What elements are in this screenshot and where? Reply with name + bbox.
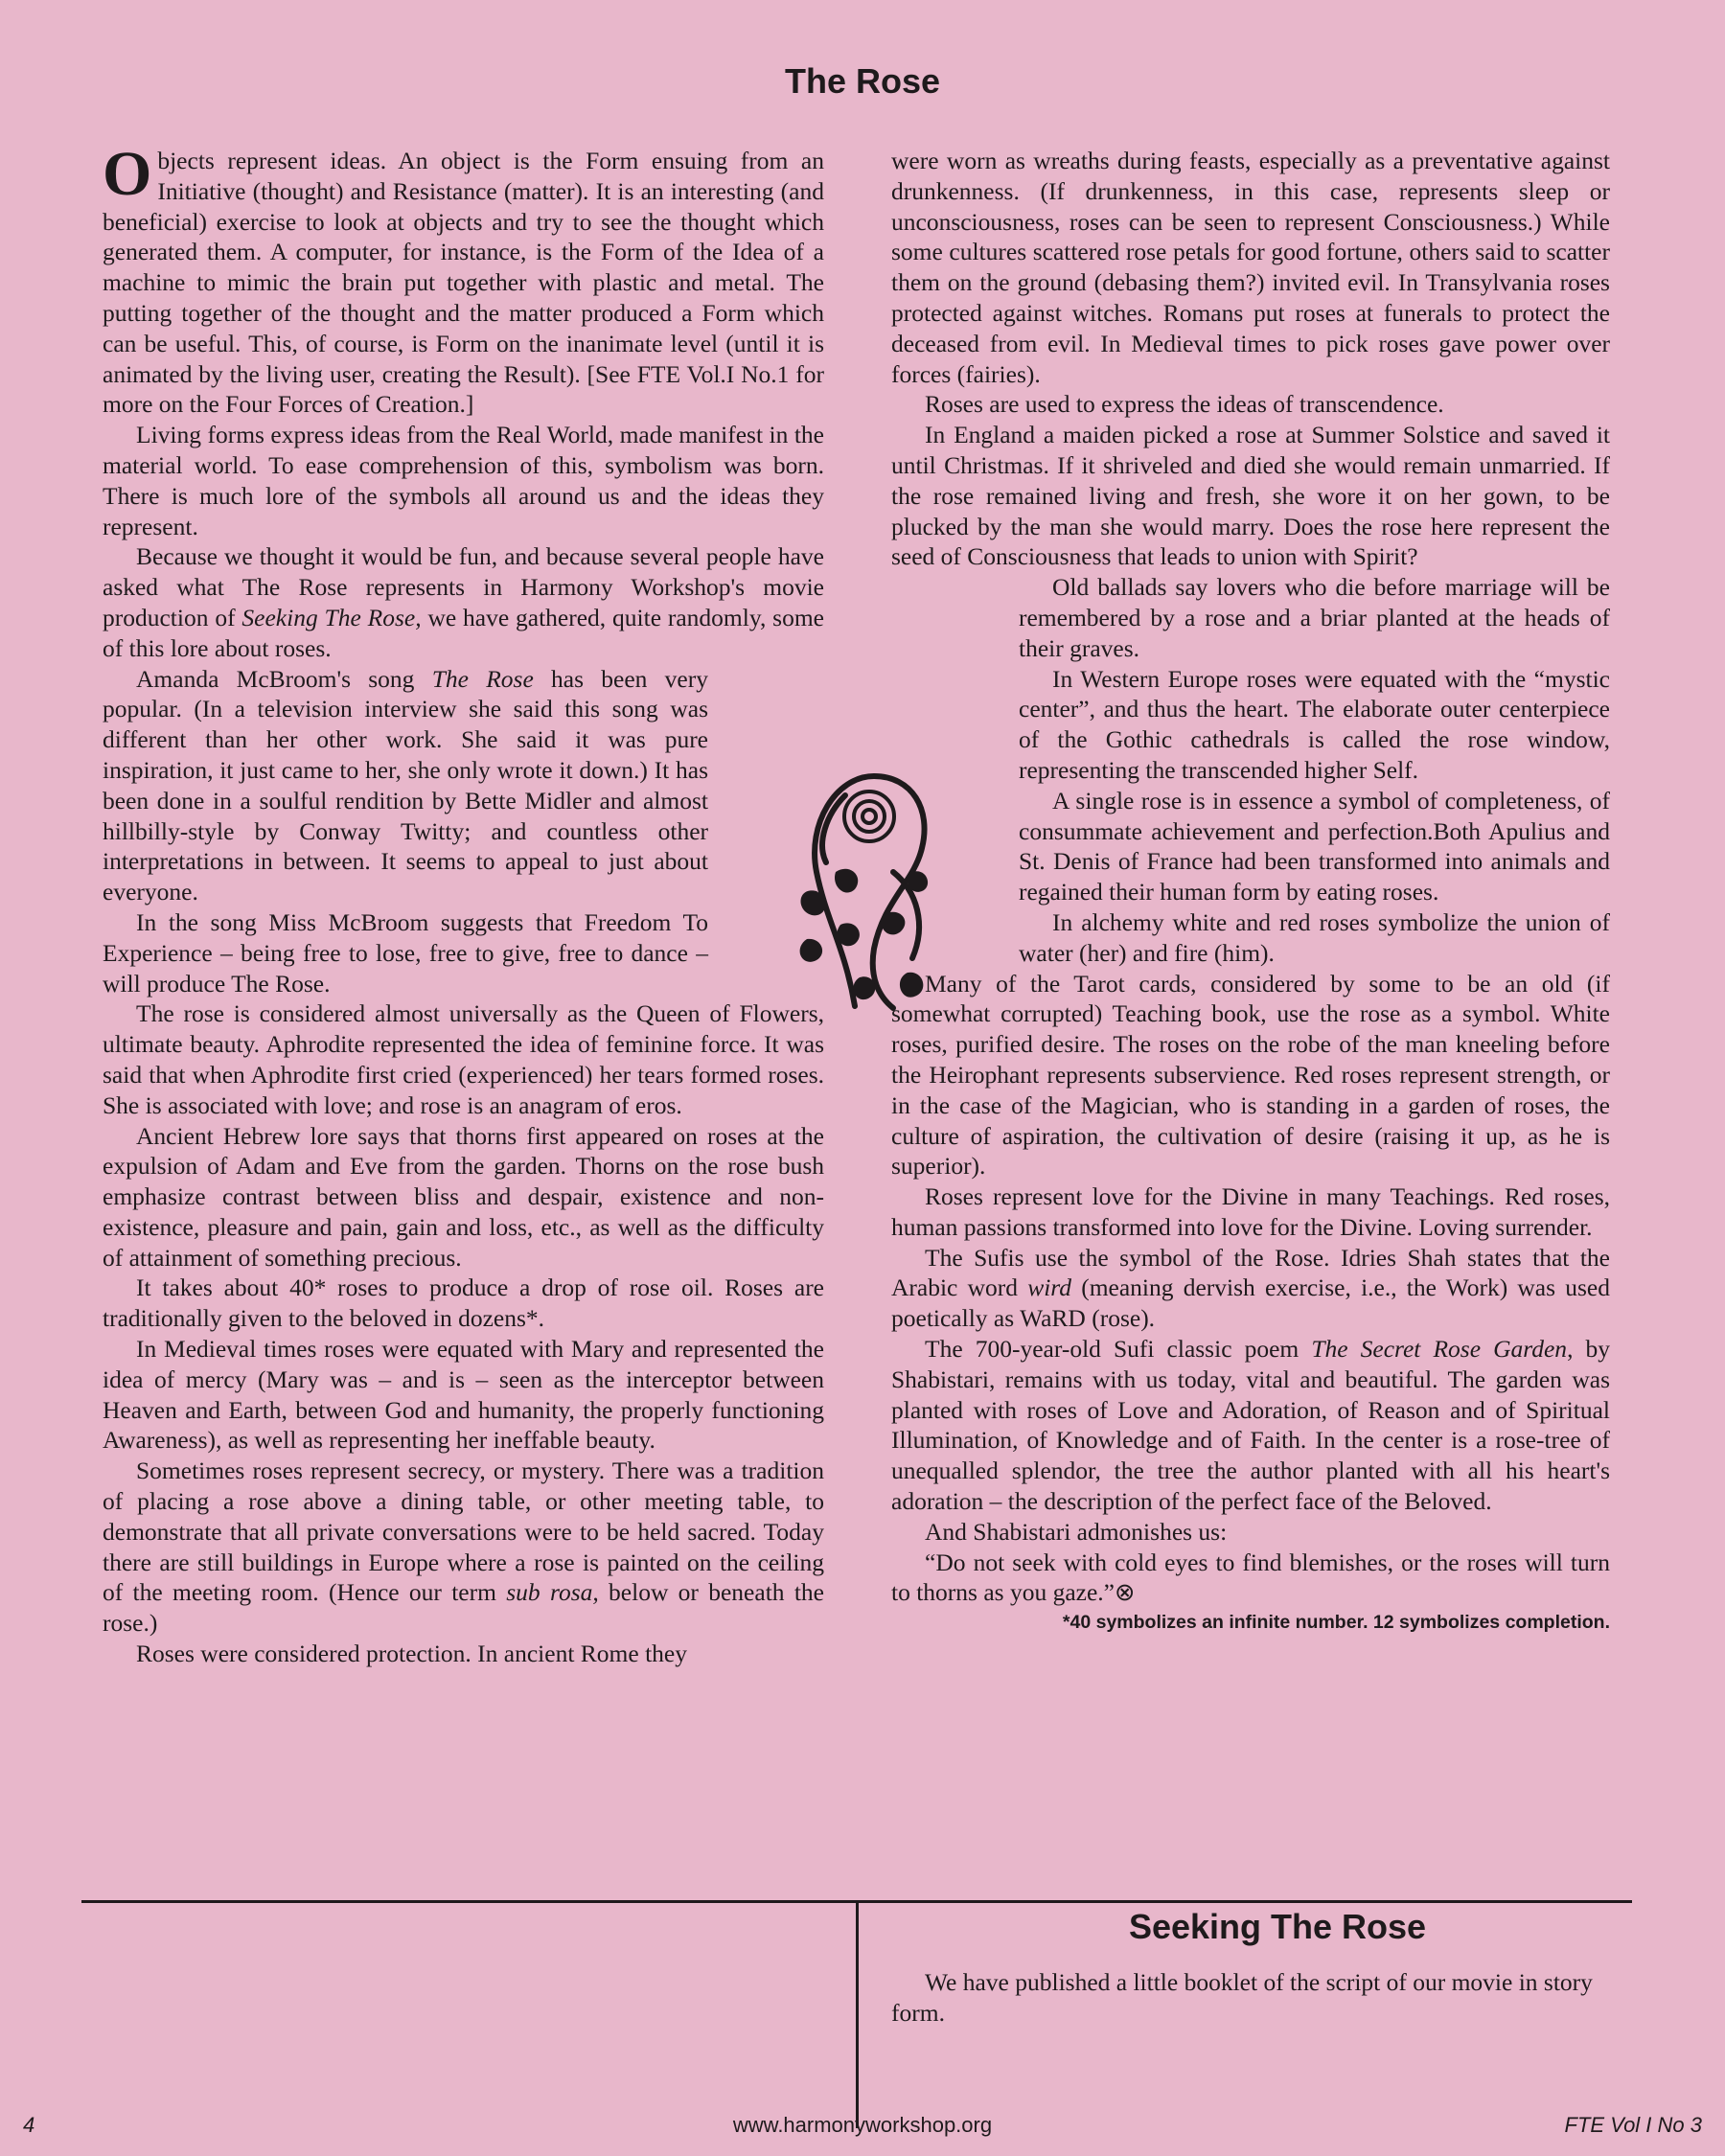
paragraph: Ancient Hebrew lore says that thorns first appeared on roses at the expulsion of Adam and Eve from the garden. Thorns on the rose bush emphasize contrast between bliss and despair, existence and non-existence, pleasure and pain, gain and loss, etc., as well as the difficulty of attainment of something precious.	[103, 1121, 824, 1272]
paragraph: Objects represent ideas. An object is the Form ensuing from an Initiative (thought) and Resistance (matter). It is an interesting (and beneficial) exercise to look at objects and try to see the thought which generated them. A computer, for instance, is the Form of the Idea of a machine to mimic the brain put together with plastic and metal. The putting together of the thought and the matter produced a Form which can be useful. This, of course, is Form on the inanimate level (until it is animated by the living user, creating the Result). [See FTE Vol.I No.1 for more on the Four Forces of Creation.]	[103, 139, 824, 419]
paragraph: It takes about 40* roses to produce a drop of rose oil. Roses are traditionally given to the beloved in dozens*.	[103, 1273, 824, 1333]
paragraph: Roses were considered protection. In ancient Rome they	[136, 1640, 687, 1668]
footnote: *40 symbolizes an infinite number. 12 symbolizes completion.	[1062, 1612, 1610, 1634]
page-number: 4	[23, 2113, 35, 2137]
paragraph: And Shabistari admonishes us:	[925, 1517, 1228, 1546]
paragraph: Roses are used to express the ideas of transcendence.	[925, 390, 1444, 419]
paragraph: Living forms express ideas from the Real World, made manifest in the material world. To ease comprehension of this, symbolism was born. There is much lore of the symbols all around us and the ideas they represent.	[103, 421, 824, 540]
movie-title: Seeking The Rose,	[242, 603, 422, 631]
paragraph: Many of the Tarot cards, considered by some to be an old (if somewhat corrupted) Teaching book, use the rose as a symbol. White roses, purified desire. The roses on the robe of the man kneeling before the Heirophant represents subservience. Red roses represent strength, or in the case of the Magician, who is standing in a garden of roses, the culture of aspiration, the cultivation of desire (raising it up, as he is superior).	[891, 969, 1610, 1181]
paragraph: “Do not seek with cold eyes to find blemishes, or the roses will turn to thorns as you gaze.”⊗	[891, 1548, 1610, 1607]
paragraph: In England a maiden picked a rose at Summer Solstice and saved it until Christmas. If it shriveled and died she would remain unmarried. If the rose remained living and fresh, she wore it on her gown, to be plucked by the man she would marry. Does the rose here represent the seed of Consciousness that leads to union with Spirit?	[891, 421, 1610, 571]
paragraph: The rose is considered almost universally as the Queen of Flowers, ultimate beauty. Aphrodite represented the idea of feminine force. It was said that when Aphrodite first cried (experienced) her tears formed roses. She is associated with love; and rose is an anagram of eros.	[103, 999, 824, 1119]
paragraph: Amanda McBroom's song The Rose has been very popular. (In a television interview she said this song was different than her other work. She said it was pure inspiration, it just came to her, she only wrote it down.) It has been done in a soulful rendition by Bette Midler and almost hillbilly-style by Conway Twitty; and countless other interpretations in between. It seems to appeal to just about everyone.	[103, 664, 708, 906]
paragraph: Because we thought it would be fun, and because several people have asked what The Rose represents in Harmony Workshop's movie production of Seeking The Rose, we have gathered, quite randomly, some of this lore about roses.	[103, 542, 824, 662]
paragraph: A single rose is in essence a symbol of completeness, of consummate achievement and perfection.Both Apulius and St. Denis of France had been transformed into animals and regained their human form by eating roses.	[1019, 786, 1610, 906]
seeking-title: Seeking The Rose	[1128, 1907, 1427, 1946]
article-right-column	[891, 146, 1610, 1639]
song-title: The Rose	[431, 664, 534, 693]
seeking-text: We have published a little booklet of the script of our movie in story form.	[891, 1968, 1593, 2027]
arabic-word: wird	[1027, 1273, 1072, 1302]
paragraph: The Sufis use the symbol of the Rose. Idries Shah states that the Arabic word wird (meaning dervish exercise, i.e., the Work) was used poetically as WaRD (rose).	[891, 1243, 1610, 1333]
drop-cap: O	[103, 139, 152, 209]
poem-title: The Secret Rose Garden	[1311, 1335, 1568, 1364]
paragraph: In Western Europe roses were equated with the “mystic center”, and thus the heart. The elaborate outer centerpiece of the Gothic cathedrals is called the rose window, representing the transcended higher Self.	[1019, 664, 1610, 784]
paragraph: In the song Miss McBroom suggests that Freedom To Experience – being free to lose, free to give, free to dance – will produce The Rose.	[103, 907, 708, 998]
paragraph: Roses represent love for the Divine in many Teachings. Red roses, human passions transformed into love for the Divine. Loving surrender.	[891, 1182, 1610, 1241]
article-left-column	[103, 139, 824, 1669]
website-link[interactable]: www.harmonyworkshop.org	[732, 2113, 993, 2137]
paragraph: In Medieval times roses were equated with Mary and represented the idea of mercy (Mary was – and is – seen as the interceptor between Heaven and Earth, between God and humanity, the properly functioning Awareness), as well as representing her ineffable beauty.	[103, 1335, 824, 1455]
indented-block	[1019, 572, 1610, 968]
paragraph: Old ballads say lovers who die before marriage will be remembered by a rose and a briar planted at the heads of their graves.	[1019, 573, 1610, 662]
latin-term: sub rosa,	[506, 1578, 599, 1607]
page-title: The Rose	[784, 61, 941, 101]
paragraph: The 700-year-old Sufi classic poem The Secret Rose Garden, by Shabistari, remains with us today, vital and beautiful. The garden was planted with roses of Love and Adoration, of Reason and of Spiritual Illumination, of Knowledge and of Faith. In the center is a rose-tree of unequalled splendor, the tree the author planted with all his heart's adoration – the description of the perfect face of the Beloved.	[891, 1335, 1611, 1516]
paragraph: Sometimes roses represent secrecy, or mystery. There was a tradition of placing a rose above a dining table, or other meeting table, to demonstrate that all private conversations were to be held sacred. Today there are still buildings in Europe where a rose is painted on the ceiling of the meeting room. (Hence our term sub rosa, below or beneath the rose.)	[103, 1456, 824, 1638]
issue-label: FTE Vol I No 3	[1564, 2113, 1702, 2137]
paragraph: In alchemy white and red roses symbolize the union of water (her) and fire (him).	[1019, 907, 1610, 967]
paragraph: were worn as wreaths during feasts, especially as a preventative against drunkenness. (If drunkenness, in this case, represents sleep or unconsciousness, roses can be seen to represent Consciousness.) While some cultures scattered rose petals for good fortune, others said to scatter them on the ground (debasing them?) invited evil. In Transylvania roses protected against witches. Romans put roses at funerals to protect the deceased from evil. In Medieval times to pick roses gave power over forces (fairies).	[891, 147, 1610, 388]
